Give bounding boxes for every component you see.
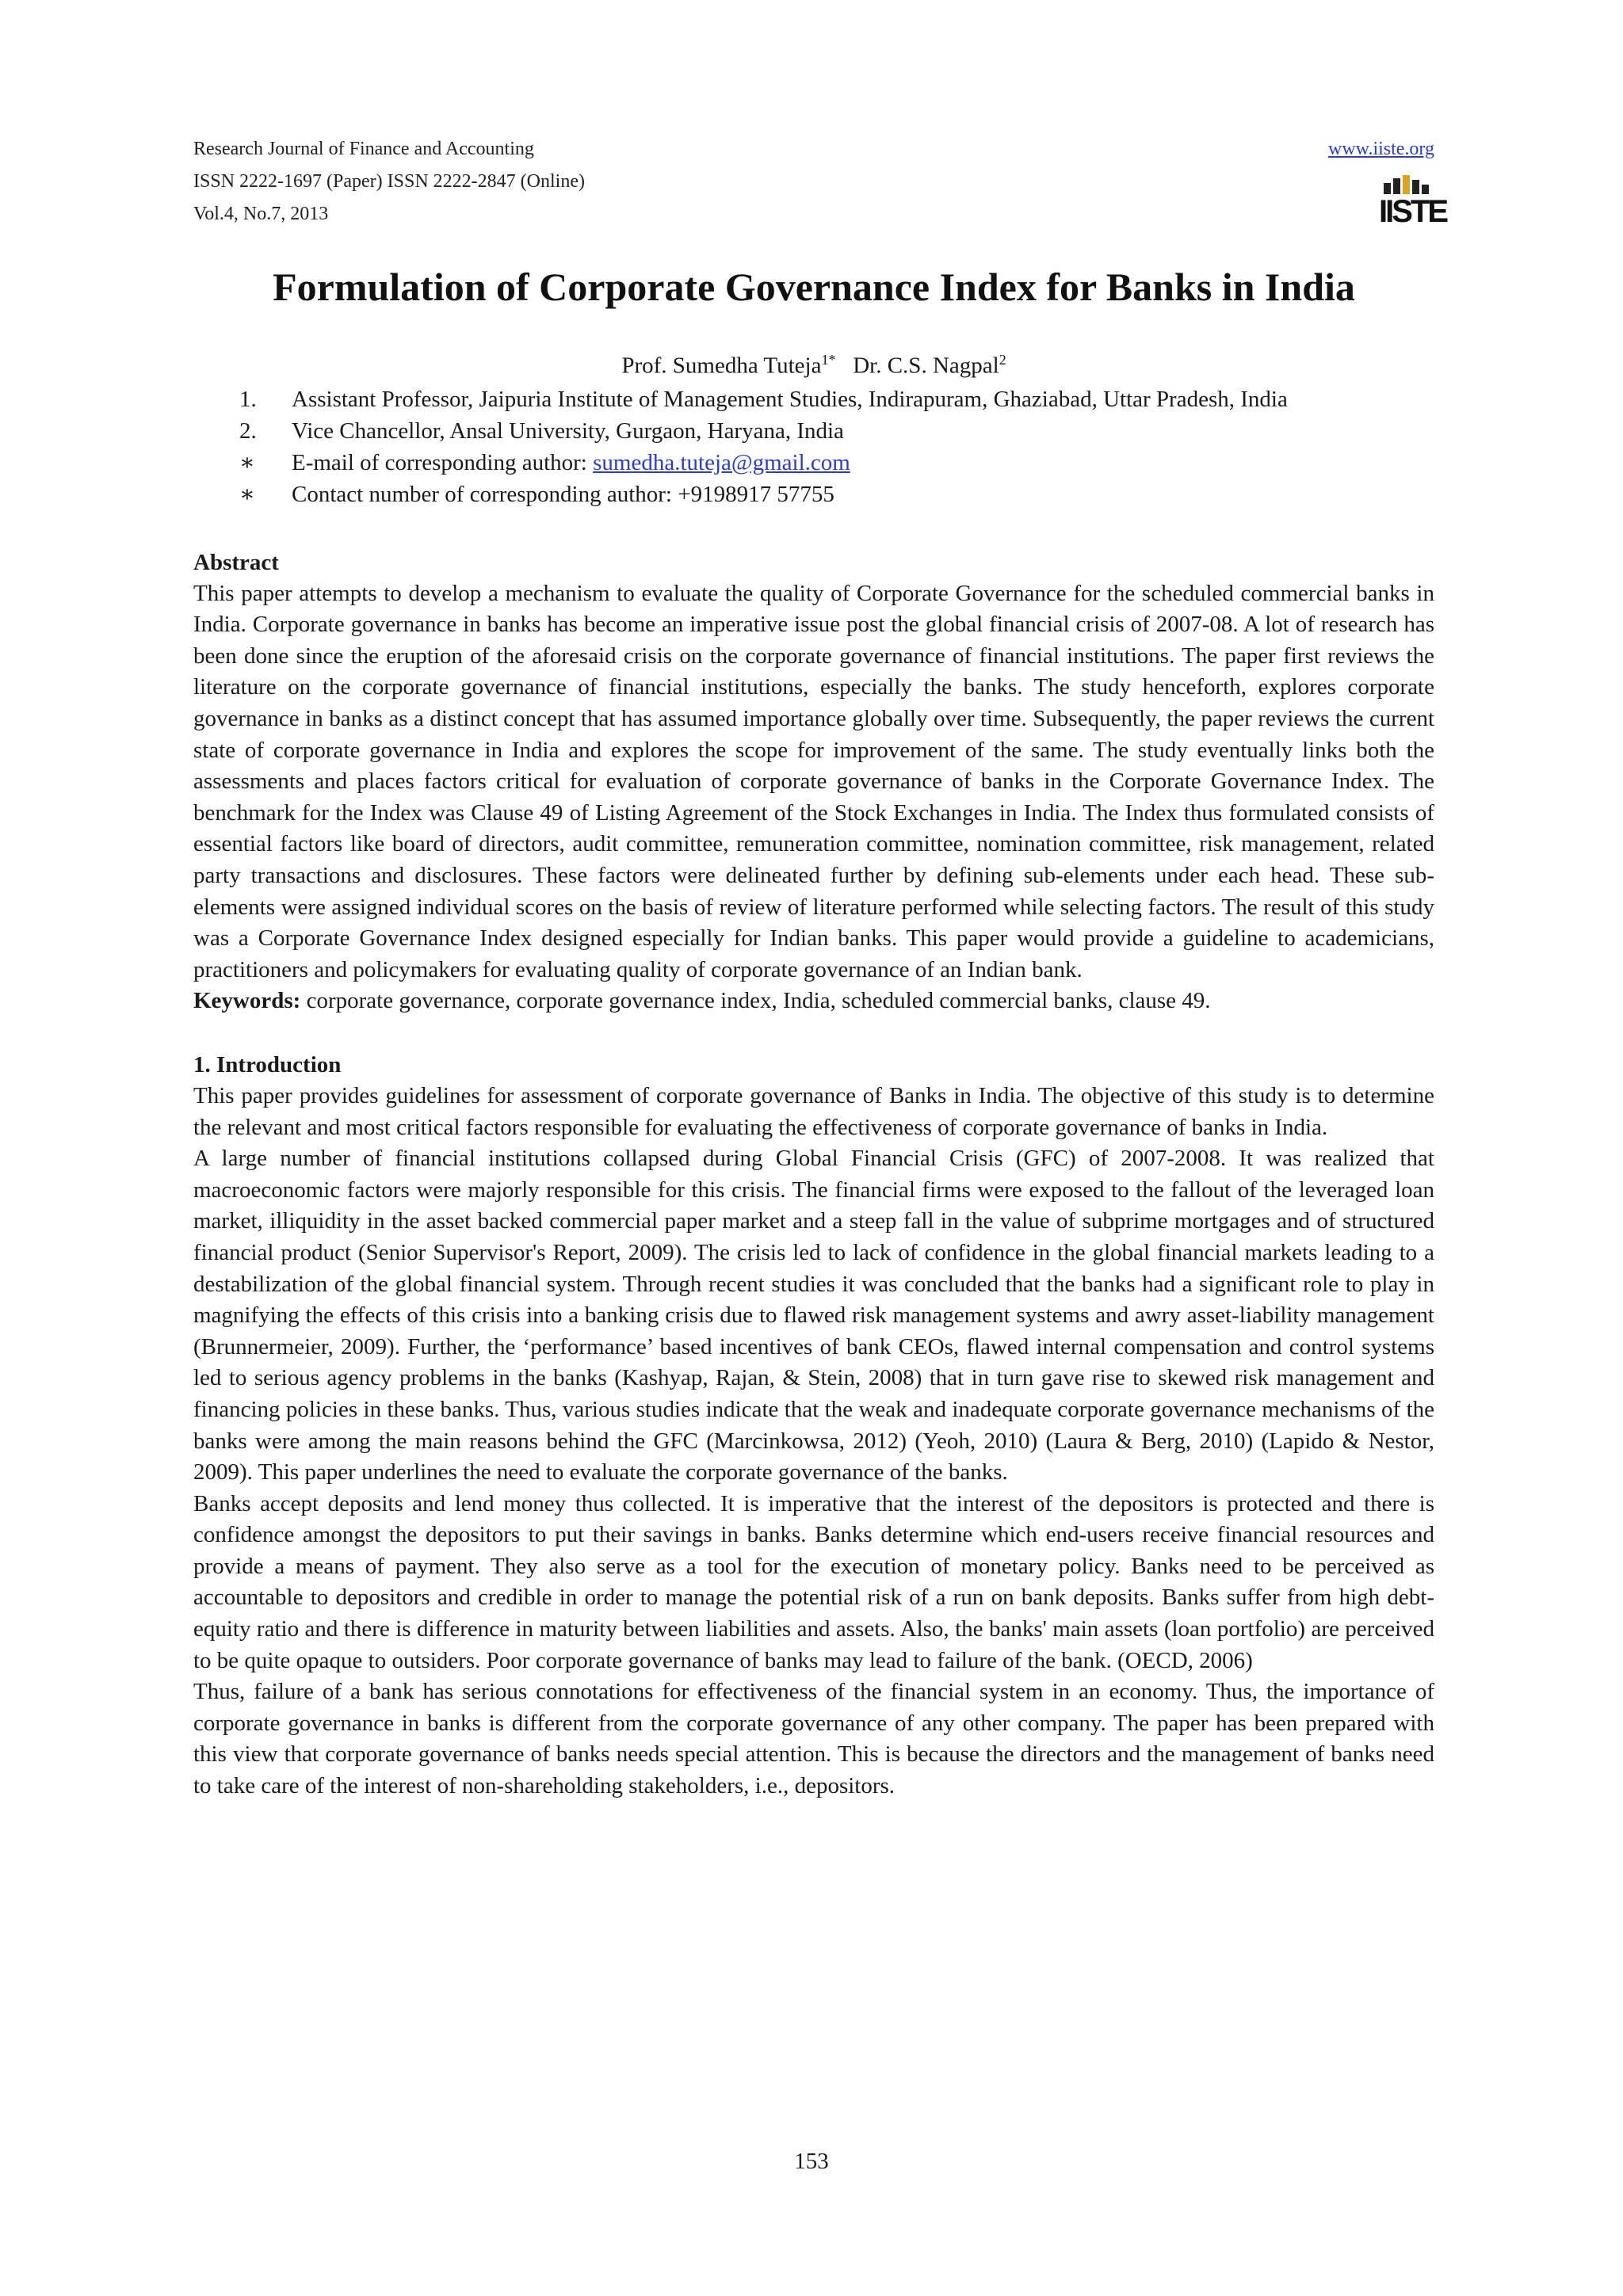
journal-issn: ISSN 2222-1697 (Paper) ISSN 2222-2847 (Online) [193, 171, 585, 192]
author-2: Dr. C.S. Nagpal [853, 353, 999, 379]
affiliation-item [193, 415, 1434, 447]
iiste-logo [1379, 174, 1447, 232]
list-marker: 1. [239, 386, 257, 412]
website-link[interactable]: www.iiste.org [1328, 139, 1434, 159]
affiliation-list [193, 383, 1434, 510]
introduction-heading: 1. Introduction [193, 1051, 342, 1077]
paper-page [193, 133, 1447, 1802]
journal-name: Research Journal of Finance and Accounting [193, 139, 534, 159]
logo-bars-icon [1384, 174, 1431, 194]
intro-paragraph-1: This paper provides guidelines for assessment of corporate governance of Banks in India. The objective of this study is to determine the relevant and most critical factors responsible for evaluating the effectiveness of corporate governance of banks in India. [193, 1082, 1434, 1140]
list-marker: 2. [239, 418, 257, 444]
author-2-superscript: 2 [999, 352, 1006, 368]
author-line [193, 345, 1434, 380]
keywords-line [193, 986, 1434, 1017]
email-link[interactable]: sumedha.tuteja@gmail.com [593, 449, 850, 475]
keywords-text: corporate governance, corporate governance index, India, scheduled commercial banks, clause 49. [300, 988, 1211, 1014]
logo-text: IISTE [1379, 194, 1447, 229]
journal-info [193, 133, 1434, 231]
abstract-heading: Abstract [193, 549, 279, 575]
abstract-text: This paper attempts to develop a mechanism to evaluate the quality of Corporate Governance for the scheduled commercial banks in India. Corporate governance in banks has become an imperative issue post the global financial crisis of 2007-08. A lot of research has been done since the eruption of the aforesaid crisis on the corporate governance of financial institutions. The paper first reviews the literature on the corporate governance of financial institutions, especially the banks. The study henceforth, explores corporate governance in banks as a distinct concept that has assumed importance globally over time. Subsequently, the paper reviews the current state of corporate governance in India and explores the scope for improvement of the same. The study eventually links both the assessments and places factors critical for evaluation of corporate governance of banks in the Corporate Governance Index. The benchmark for the Index was Clause 49 of Listing Agreement of the Stock Exchanges in India. The Index thus formulated consists of essential factors like board of directors, audit committee, remuneration committee, nomination committee, risk management, related party transactions and disclosures. These factors were delineated further by defining sub-elements under each head. These sub-elements were assigned individual scores on the basis of review of literature performed while selecting factors. The result of this study was a Corporate Governance Index designed especially for Indian banks. This paper would provide a guideline to academicians, practitioners and policymakers for evaluating quality of corporate governance of an Indian bank. [193, 580, 1434, 982]
author-1: Prof. Sumedha Tuteja [621, 353, 822, 379]
intro-paragraph-2: A large number of financial institutions collapsed during Global Financial Crisis (GFC) of 2007-2008. It was realized that macroeconomic factors were majorly responsible for this crisis. The financial firms were exposed to the fallout of the leveraged loan market, illiquidity in the asset backed commercial paper market and a steep fall in the value of subprime mortgages and of structured financial product (Senior Supervisor's Report, 2009). The crisis led to lack of confidence in the global financial markets leading to a destabilization of the global financial system. Through recent studies it was concluded that the banks had a significant role to play in magnifying the effects of this crisis into a banking crisis due to flawed risk management systems and awry asset-liability management (Brunnermeier, 2009). Further, the ‘performance’ based incentives of bank CEOs, flawed internal compensation and control systems led to serious agency problems in the banks (Kashyap, Rajan, & Stein, 2008) that in turn gave rise to skewed risk management and financing policies in these banks. Thus, various studies indicate that the weak and inadequate corporate governance mechanisms of the banks were among the main reasons behind the GFC (Marcinkowsa, 2012) (Yeoh, 2010) (Laura & Berg, 2010) (Lapido & Nestor, 2009). This paper underlines the need to evaluate the corporate governance of the banks. [193, 1146, 1434, 1486]
intro-paragraph-3: Banks accept deposits and lend money thus collected. It is imperative that the interest of the depositors is protected and there is confidence amongst the depositors to put their savings in banks. Banks determine which end-users receive financial resources and provide a means of payment. They also serve as a tool for the execution of monetary policy. Banks need to be perceived as accountable to depositors and credible in order to manage the potential risk of a run on bank deposits. Banks suffer from high debt-equity ratio and there is difference in maturity between liabilities and assets. Also, the banks' main assets (loan portfolio) are perceived to be quite opaque to outsiders. Poor corporate governance of banks may lead to failure of the bank. (OECD, 2006) [193, 1490, 1434, 1673]
journal-header [193, 133, 1447, 236]
paper-title: Formulation of Corporate Governance Index for Banks in India [273, 265, 1355, 309]
journal-volume: Vol.4, No.7, 2013 [193, 204, 329, 224]
affiliation-text: Vice Chancellor, Ansal University, Gurgaon, Haryana, India [292, 418, 844, 444]
journal-branding [1328, 133, 1447, 243]
intro-paragraph-4: Thus, failure of a bank has serious connotations for effectiveness of the financial system in an economy. Thus, the importance of corporate governance in banks is different from the corporate governance of any other company. The paper has been prepared with this view that corporate governance of banks needs special attention. This is because the directors and the management of banks need to take care of the interest of non-shareholding stakeholders, i.e., depositors. [193, 1679, 1434, 1799]
bullet-marker: ∗ [239, 449, 255, 475]
contact-text: Contact number of corresponding author: +9198917 57755 [292, 481, 834, 507]
page-number: 153 [794, 2149, 829, 2174]
affiliation-item [193, 383, 1434, 415]
affiliation-item [193, 447, 1434, 479]
affiliation-item [193, 479, 1434, 510]
keywords-label: Keywords: [193, 988, 301, 1014]
bullet-marker: ∗ [239, 481, 255, 507]
author-1-superscript: 1* [821, 352, 836, 368]
email-label: E-mail of corresponding author: [292, 449, 594, 475]
affiliation-text: Assistant Professor, Jaipuria Institute of Management Studies, Indirapuram, Ghaziabad, Uttar Pradesh, India [292, 386, 1288, 412]
